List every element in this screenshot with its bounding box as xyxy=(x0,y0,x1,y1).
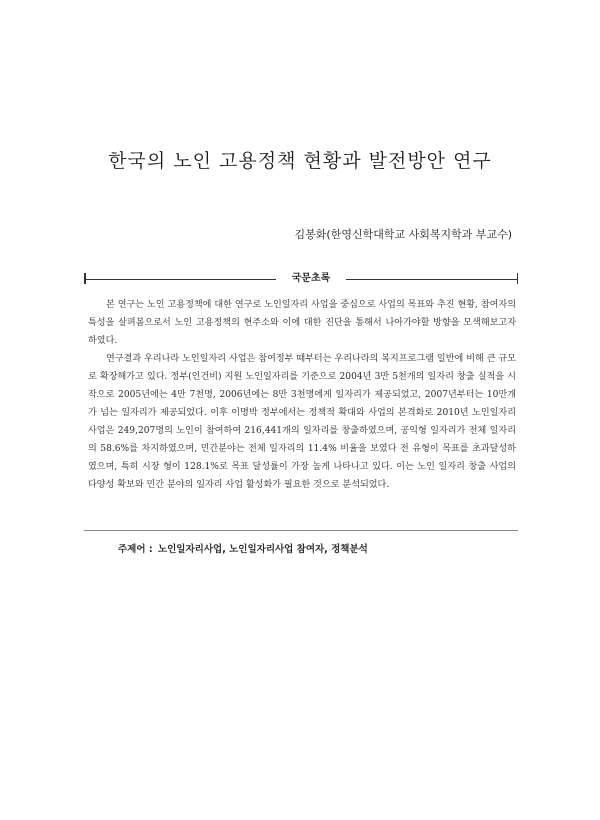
abstract-header xyxy=(84,272,518,286)
abstract-body xyxy=(88,296,516,494)
header-rule-left xyxy=(84,279,276,280)
paper-title: 한국의 노인 고용정책 현황과 발전방안 연구 xyxy=(108,150,492,172)
keywords-label: 주제어 : xyxy=(118,544,153,555)
header-rule-cap-right xyxy=(517,273,519,284)
keywords-text: 노인일자리사업, 노인일자리사업 참여자, 정책분석 xyxy=(157,544,368,555)
author-affiliation: 김봉화(한영신학대학교 사회복지학과 부교수) xyxy=(294,228,512,241)
abstract-heading: 국문초록 xyxy=(291,273,331,284)
abstract-bottom-rule xyxy=(84,530,518,531)
abstract-paragraph-2: 연구결과 우리나라 노인일자리 사업은 참여정부 때부터는 우리나라의 복지프로그램 일반에 비해 큰 규모로 확장해가고 있다. 정부(인건비) 지원 노인일자리를 기준으로 2004년 3만 5천개의 일자리 창출 실적을 시작으로 2005년에는 4만 7천명, 2006년에는 8만 3천명에게 일자리가 제공되었고, 2007년부터는 10만개가 넘는 일자리가 제공되었다. 이후 이명박 정부에서는 정책적 확대와 사업의 본격화로 2010년 노인일자리사업은 249,207명의 노인이 참여하여 216,441개의 일자리를 창출하였으며, 공익형 일자리가 전체 일자리의 58.6%를 차지하였으며, 민간분야는 전체 일자리의 11.4% 비율을 보였다 전 유형이 목표를 초과달성하였으며, 특히 시장 형이 128.1%로 목표 달성률이 가장 높게 나타나고 있다. 이는 노인 일자리 창출 사업의 다양성 확보와 민간 분야의 일자리 사업 활성화가 필요한 것으로 분석되었다. xyxy=(88,354,516,490)
header-rule-right xyxy=(346,279,518,280)
keywords-line xyxy=(118,541,368,555)
abstract-paragraph-1: 본 연구는 노인 고용정책에 대한 연구로 노인일자리 사업을 중심으로 사업의 목표와 추진 현황, 참여자의 특성을 살펴봄으로서 노인 고용정책의 현주소와 이에 대한 진단을 통해서 나아가야할 방향을 모색해보고자 하였다. xyxy=(88,300,516,346)
